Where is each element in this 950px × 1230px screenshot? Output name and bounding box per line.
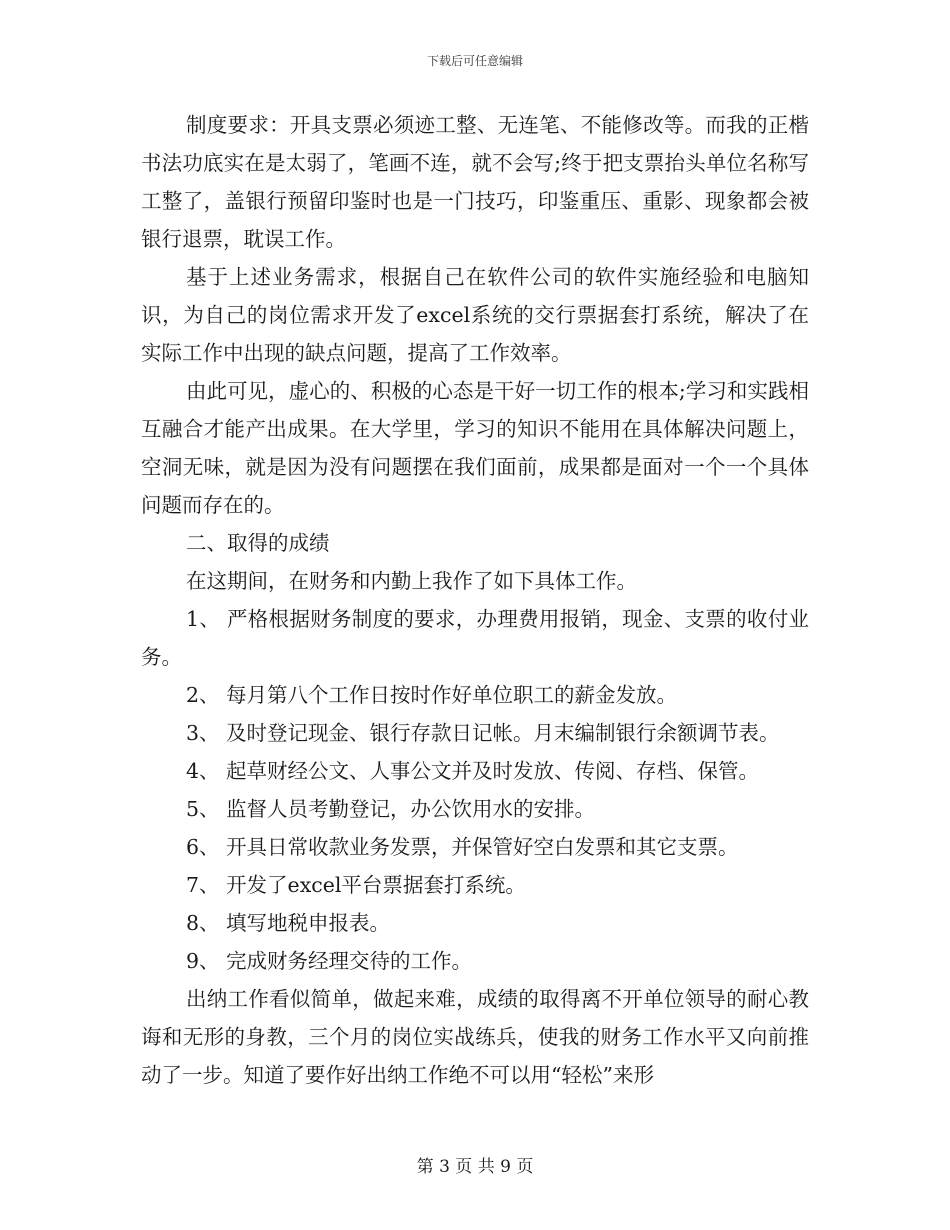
list-item: 5、 监督人员考勤登记，办公饮用水的安排。: [186, 797, 596, 821]
section-heading: 二、取得的成绩: [186, 531, 330, 555]
paragraph-4: 在这期间，在财务和内勤上我作了如下具体工作。: [186, 569, 637, 593]
page-number-footer: 第 3 页 共 9 页: [416, 1157, 534, 1177]
list-item: 1、 严格根据财务制度的要求，办理费用报销，现金、支票的收付业务。: [141, 607, 809, 669]
list-item: 4、 起草财经公文、人事公文并及时发放、传阅、存档、保管。: [186, 759, 760, 783]
list-item: 3、 及时登记现金、银行存款日记帐。月末编制银行余额调节表。: [186, 721, 780, 745]
list-item: 8、 填写地税申报表。: [186, 911, 391, 935]
list-item: 2、 每月第八个工作日按时作好单位职工的薪金发放。: [186, 683, 678, 707]
paragraph-3: 由此可见，虚心的、积极的心态是干好一切工作的根本;学习和实践相互融合才能产出成果。在大学里，学习的知识不能用在具体解决问题上，空洞无味，就是因为没有问题摆在我们面前，成果都是面对一个一个具体问题而存在的。: [141, 379, 809, 517]
list-item: 7、 开发了excel平台票据套打系统。: [186, 873, 526, 897]
list-item: 6、 开具日常收款业务发票，并保管好空白发票和其它支票。: [186, 835, 739, 859]
paragraph-2: 基于上述业务需求，根据自己在软件公司的软件实施经验和电脑知识，为自己的岗位需求开发了excel系统的交行票据套打系统，解决了在实际工作中出现的缺点问题，提高了工作效率。: [141, 265, 809, 365]
document-body: [141, 106, 809, 1094]
closing-paragraph: 出纳工作看似简单，做起来难，成绩的取得离不开单位领导的耐心教诲和无形的身教，三个月的岗位实战练兵，使我的财务工作水平又向前推动了一步。知道了要作好出纳工作绝不可以用“轻松”来形: [141, 987, 809, 1087]
list-item: 9、 完成财务经理交待的工作。: [186, 949, 473, 973]
paragraph-1: 制度要求：开具支票必须迹工整、无连笔、不能修改等。而我的正楷书法功底实在是太弱了，笔画不连，就不会写;终于把支票抬头单位名称写工整了，盖银行预留印鉴时也是一门技巧，印鉴重压、重影、现象都会被银行退票，耽误工作。: [141, 113, 809, 251]
page-header-note: 下载后可任意编辑: [426, 54, 523, 68]
